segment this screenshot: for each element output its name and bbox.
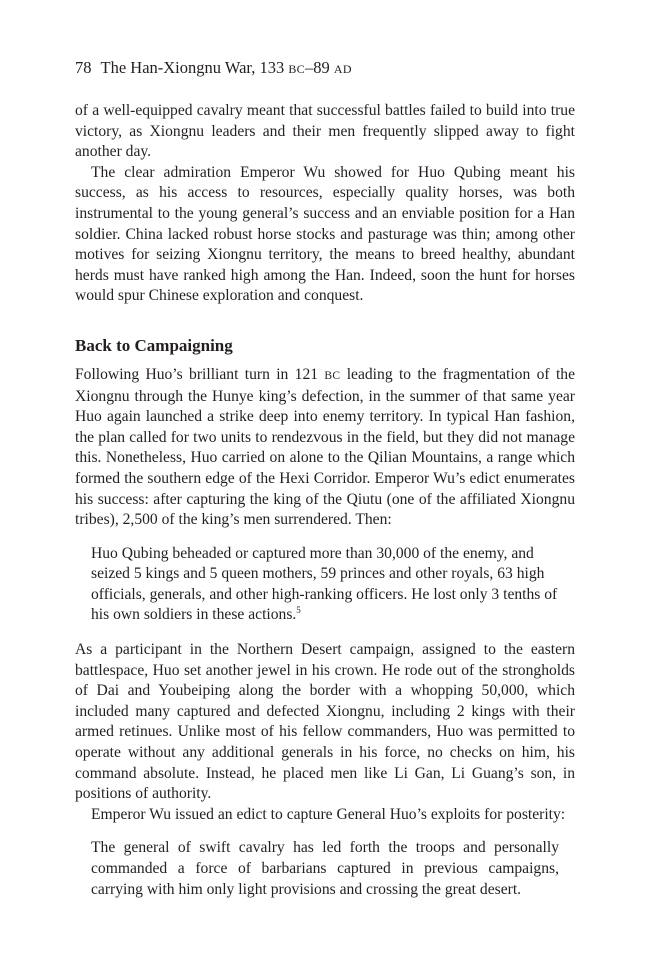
block-quote-edict-1 [91,544,559,626]
running-head [75,57,352,80]
book-title: The Han-Xiongnu War, 133 [100,58,285,77]
quote-text: Huo Qubing beheaded or captured more than 30,000 of the enemy, and seized 5 kings and 5 queen mothers, 59 princes and other royals, 63 high officials, generals, and other high-ranking officers. He lost only 3 tenths of his own soldiers in these actions. [91,544,558,624]
era-bc-inline: BC [324,369,341,382]
footnote-marker: 5 [296,605,301,616]
paragraph-northern-desert: As a participant in the Northern Desert campaign, assigned to the eastern battlespace, Huo set another jewel in his crown. He rode out of the strongholds of Dai and Youbeiping along the border with a whopping 50,000, which included many captured and defected Xiongnu, including 2 kings with their armed retinues. Unlike most of his fellow commanders, Huo was permitted to operate without any additional generals in his force, no checks on him, his command absolute. Instead, he placed men like Li Gan, Li Guang’s son, in positions of authority. [75,641,575,803]
section-heading: Back to Campaigning [75,335,233,355]
paragraph-admiration: The clear admiration Emperor Wu showed for Huo Qubing meant his success, as his access to resources, especially quality horses, was both instrumental to the young general’s success and an enviable position for a Han soldier. China lacked robust horse stocks and pasturage was thin; among other motives for seizing Xiongnu territory, the means to breed healthy, abundant herds must have ranked high among the Han. Indeed, soon the hunt for horses would spur Chinese exploration and conquest. [75,163,575,305]
paragraph-campaign [75,365,575,531]
page-number: 78 [75,58,92,77]
paragraph-campaign-part2: leading to the fragmentation of the Xiongnu through the Hunye king’s defection, in the summer of that same year Huo again launched a strike deep into enemy territory. In typical Han fashion, the plan called for two units to rendezvous in the field, but they did not manage this. Nonetheless, Huo carried on alone to the Qilian Mountains, a range which formed the southern edge of the Hexi Corridor. Emperor Wu’s edict enumerates his success: after capturing the king of the Qiutu (one of the affiliated Xiongnu tribes), 2,500 of the king’s men surrendered. Then: [75,365,575,529]
paragraph-edict-intro: Emperor Wu issued an edict to capture General Huo’s exploits for posterity: [91,805,566,823]
block-quote-edict-2: The general of swift cavalry has led forth the troops and personally commanded a force of barbarians captured in previous campaigns, carrying with him only light provisions and crossing the great desert. [91,839,559,898]
title-dash: –89 [304,58,330,77]
paragraph-campaign-part1: Following Huo’s brilliant turn in 121 [75,365,325,383]
era-ad: AD [333,62,352,76]
paragraph-continued: of a well-equipped cavalry meant that successful battles failed to build into true victory, as Xiongnu leaders and their men frequently slipped away to fight another day. [75,102,575,161]
body-text [75,101,575,914]
era-bc: BC [288,62,305,76]
